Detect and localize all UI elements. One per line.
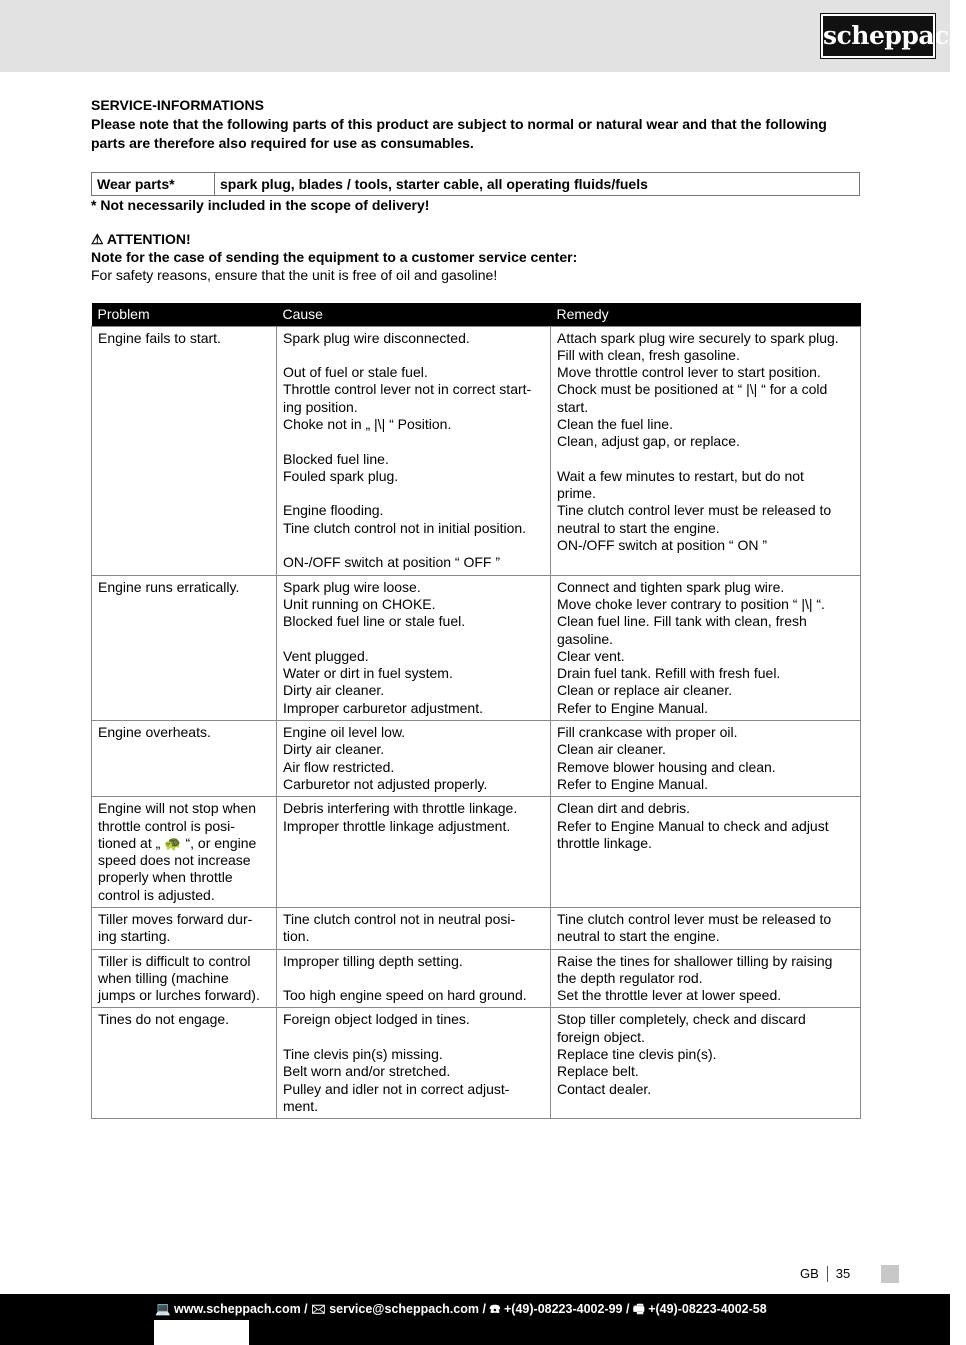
cell-line: ON-/OFF switch at position “ ON ” — [557, 537, 768, 554]
cell-line: Improper carburetor adjustment. — [283, 699, 483, 716]
cell-line: Contact dealer. — [557, 1080, 652, 1097]
problem-cell — [92, 326, 277, 575]
cell-line: Out of fuel or stale fuel. — [283, 364, 428, 381]
cell-line: Move throttle control lever to start position. — [557, 364, 821, 381]
table-header-row — [92, 303, 861, 326]
cell-line — [283, 1029, 544, 1046]
cell-line: Carburetor not adjusted properly. — [283, 775, 488, 792]
cell-line: neutral to start the engine. — [557, 928, 720, 945]
cell-line: Engine will not stop when — [98, 800, 256, 817]
cell-line: ON-/OFF switch at position “ OFF ” — [283, 554, 501, 571]
header-cause: Cause — [277, 303, 551, 326]
cell-line: Refer to Engine Manual. — [557, 775, 708, 792]
cell-line: Move choke lever contrary to position “ |\| “. — [557, 595, 825, 612]
problem-cell — [92, 908, 277, 950]
header-band — [0, 0, 950, 72]
header-problem: Problem — [92, 303, 277, 326]
cell-line: Replace belt. — [557, 1063, 639, 1080]
header-remedy: Remedy — [551, 303, 861, 326]
cell-line: Engine fails to start. — [98, 329, 221, 346]
cell-line: Tiller is difficult to control — [98, 952, 251, 969]
cell-line — [557, 451, 854, 468]
attention-text: For safety reasons, ensure that the unit is free of oil and gasoline! — [91, 267, 498, 283]
cell-line: Set the throttle lever at lower speed. — [557, 987, 782, 1004]
cell-line: Pulley and idler not in correct adjust- — [283, 1080, 510, 1097]
table-row — [92, 797, 861, 908]
cell-line: Improper tilling depth setting. — [283, 952, 463, 969]
cell-line: prime. — [557, 485, 596, 502]
page-separator — [827, 1266, 828, 1282]
cell-line: Refer to Engine Manual. — [557, 699, 708, 716]
cell-line: Chock must be positioned at “ |\| “ for a cold — [557, 381, 828, 398]
cell-line: Clean, adjust gap, or replace. — [557, 433, 740, 450]
cell-line: Stop tiller completely, check and discard — [557, 1011, 806, 1028]
cell-line: Choke not in „ |\| “ Position. — [283, 415, 452, 432]
cell-line: Debris interfering with throttle linkage. — [283, 800, 518, 817]
cell-line — [283, 433, 544, 450]
table-row — [92, 908, 861, 950]
cause-cell — [277, 326, 551, 575]
cause-cell — [277, 949, 551, 1008]
cell-line: Refer to Engine Manual to check and adjust — [557, 817, 829, 834]
cell-line: Clean the fuel line. — [557, 415, 673, 432]
cell-line: Engine flooding. — [283, 502, 384, 519]
service-note: Please note that the following parts of this product are subject to normal or natural wear and that the following parts are therefore also required for use as consumables. — [91, 116, 827, 151]
footer-contact: 💻 www.scheppach.com / 🖂 service@scheppach.com / ☎ +(49)-08223-4002-99 / 🖷 +(49)-08223-4002-58 — [155, 1302, 767, 1316]
remedy-cell — [551, 721, 861, 797]
cell-line: Attach spark plug wire securely to spark plug. — [557, 329, 839, 346]
cell-line: Fill crankcase with proper oil. — [557, 724, 738, 741]
cell-line: Connect and tighten spark plug wire. — [557, 578, 785, 595]
cell-line: neutral to start the engine. — [557, 519, 720, 536]
remedy-cell — [551, 326, 861, 575]
cell-line: Water or dirt in fuel system. — [283, 665, 453, 682]
cell-line: ing position. — [283, 398, 358, 415]
cell-line: Throttle control lever not in correct start- — [283, 381, 532, 398]
cell-line: Blocked fuel line. — [283, 450, 389, 467]
cell-line: Clean air cleaner. — [557, 741, 666, 758]
cell-line: Tine clevis pin(s) missing. — [283, 1046, 443, 1063]
table-body — [92, 326, 861, 1119]
cell-line: Clean dirt and debris. — [557, 800, 691, 817]
remedy-cell — [551, 1008, 861, 1119]
cell-line: Remove blower housing and clean. — [557, 758, 776, 775]
cell-line: control is adjusted. — [98, 886, 215, 903]
problem-cell — [92, 797, 277, 908]
cell-line: foreign object. — [557, 1028, 645, 1045]
table-row — [92, 326, 861, 575]
cell-line: Engine oil level low. — [283, 724, 406, 741]
cell-line — [283, 347, 544, 364]
cell-line: Unit running on CHOKE. — [283, 595, 436, 612]
wear-parts-label: Wear parts* — [92, 173, 215, 196]
problem-cell — [92, 949, 277, 1008]
troubleshooting-table — [91, 303, 861, 1119]
cell-line: throttle linkage. — [557, 834, 652, 851]
cell-line: Too high engine speed on hard ground. — [283, 987, 527, 1004]
cell-line: speed does not increase — [98, 852, 251, 869]
attention-note: Note for the case of sending the equipment to a customer service center: — [91, 249, 578, 265]
attention-title: ⚠ ATTENTION! — [91, 231, 191, 247]
cell-line: Foreign object lodged in tines. — [283, 1011, 470, 1028]
page-content — [91, 96, 860, 1119]
cell-line: properly when throttle — [98, 869, 233, 886]
cell-line: tion. — [283, 928, 310, 945]
cell-line: Engine overheats. — [98, 724, 211, 741]
cell-line — [283, 485, 544, 502]
cell-line: Raise the tines for shallower tilling by raising — [557, 952, 833, 969]
remedy-cell — [551, 797, 861, 908]
wear-footnote: * Not necessarily included in the scope of delivery! — [91, 197, 430, 213]
cell-line: Blocked fuel line or stale fuel. — [283, 613, 466, 630]
page-number — [800, 1266, 850, 1282]
problem-cell — [92, 721, 277, 797]
table-row — [92, 575, 861, 720]
cell-line: Tine clutch control not in neutral posi- — [283, 911, 516, 927]
language-code: GB — [800, 1266, 819, 1281]
cell-line: Improper throttle linkage adjustment. — [283, 817, 511, 834]
cell-line: gasoline. — [557, 630, 614, 647]
cell-line: ment. — [283, 1097, 319, 1114]
cell-line: throttle control is posi- — [98, 817, 235, 834]
cell-line: Fouled spark plug. — [283, 467, 399, 484]
cell-line: Dirty air cleaner. — [283, 741, 385, 758]
cell-line: Tine clutch control lever must be released to — [557, 911, 832, 927]
wear-parts-table — [91, 172, 860, 196]
cell-line: Engine runs erratically. — [98, 578, 240, 595]
cause-cell — [277, 1008, 551, 1119]
cell-line: Tines do not engage. — [98, 1011, 230, 1028]
cell-line: Belt worn and/or stretched. — [283, 1063, 451, 1080]
footer-box — [154, 1320, 249, 1345]
wear-parts-value: spark plug, blades / tools, starter cable, all operating fluids/fuels — [215, 173, 860, 196]
cell-line: Spark plug wire disconnected. — [283, 329, 470, 346]
cell-line: Clean or replace air cleaner. — [557, 682, 733, 699]
cell-line: the depth regulator rod. — [557, 969, 703, 986]
cell-line: Clear vent. — [557, 647, 625, 664]
cell-line: tioned at „ 🐢 “, or engine — [98, 834, 257, 851]
cell-line — [283, 970, 544, 987]
service-title: SERVICE-INFORMATIONS — [91, 97, 264, 113]
cell-line: Replace tine clevis pin(s). — [557, 1046, 717, 1063]
cell-line: Clean fuel line. Fill tank with clean, fresh — [557, 613, 807, 630]
table-row — [92, 1008, 861, 1119]
remedy-cell — [551, 908, 861, 950]
cell-line: Spark plug wire loose. — [283, 578, 421, 595]
cell-line: Fill with clean, fresh gasoline. — [557, 346, 740, 363]
brand-logo: scheppach — [821, 14, 935, 58]
cause-cell — [277, 721, 551, 797]
cell-line: Tine clutch control lever must be released to — [557, 502, 832, 519]
cell-line: Air flow restricted. — [283, 758, 395, 775]
page-num: 35 — [835, 1266, 851, 1281]
cell-line: start. — [557, 398, 589, 415]
cause-cell — [277, 908, 551, 950]
cell-line: Wait a few minutes to restart, but do not — [557, 467, 804, 484]
cell-line: Tiller moves forward dur- — [98, 911, 253, 927]
cause-cell — [277, 797, 551, 908]
problem-cell — [92, 1008, 277, 1119]
cell-line: jumps or lurches forward). — [98, 987, 260, 1004]
page-marker — [881, 1265, 899, 1283]
cell-line: Drain fuel tank. Refill with fresh fuel. — [557, 665, 781, 682]
cause-cell — [277, 575, 551, 720]
table-row — [92, 721, 861, 797]
cell-line: Tine clutch control not in initial position. — [283, 519, 527, 536]
cell-line: ing starting. — [98, 928, 171, 945]
cell-line — [283, 537, 544, 554]
cell-line: Vent plugged. — [283, 647, 369, 664]
table-row — [92, 949, 861, 1008]
remedy-cell — [551, 575, 861, 720]
remedy-cell — [551, 949, 861, 1008]
cell-line: Dirty air cleaner. — [283, 682, 385, 699]
problem-cell — [92, 575, 277, 720]
cell-line: when tilling (machine — [98, 969, 229, 986]
cell-line — [283, 631, 544, 648]
